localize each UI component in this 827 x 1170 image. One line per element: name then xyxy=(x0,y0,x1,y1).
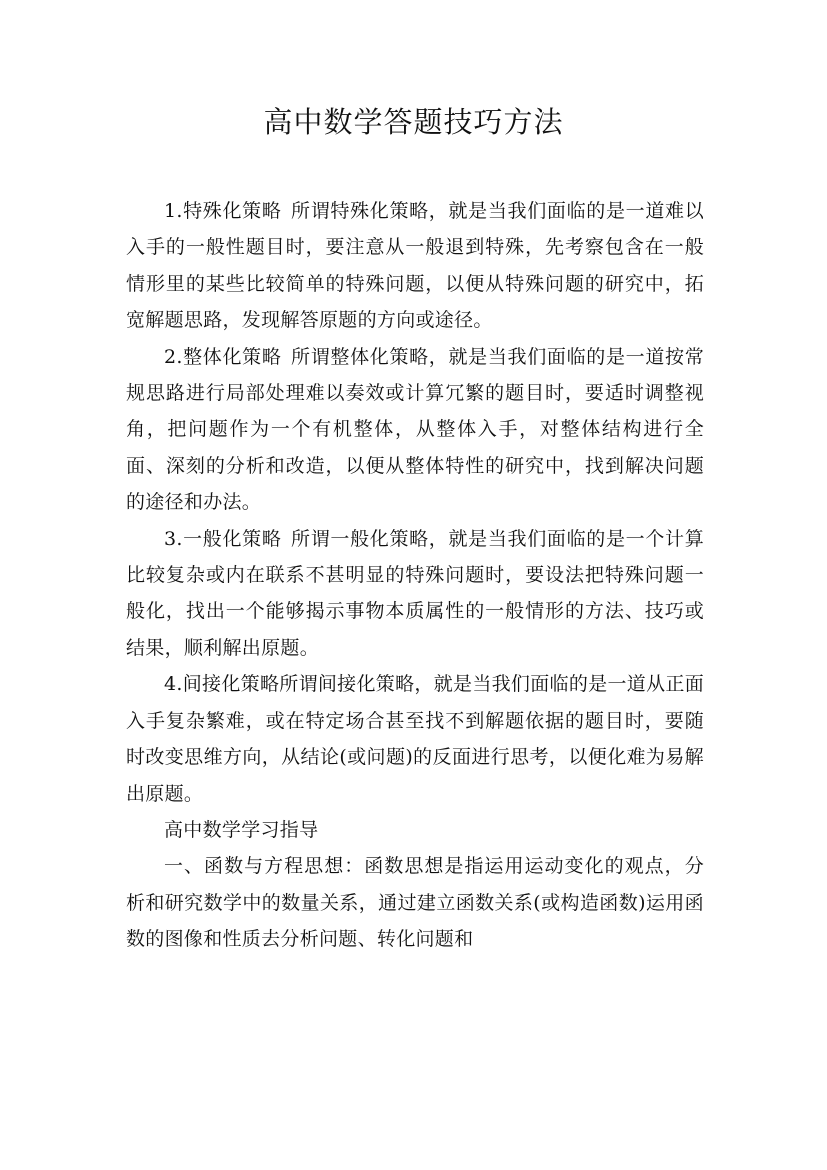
section-subheading: 高中数学学习指导 xyxy=(164,818,319,841)
document-body xyxy=(126,193,704,958)
strategy-label: 1.特殊化策略 xyxy=(164,200,282,222)
paragraph-indirect-strategy xyxy=(126,666,704,812)
strategy-text: 所谓整体化策略，就是当我们面临的是一道按常规思路进行局部处理难以奏效或计算冗繁的题目时，要适时调整视角，把问题作为一个有机整体，从整体入手，对整体结构进行全面、深刻的分析和改造，以便从整体特性的研究中，找到解决问题的途径和办法。 xyxy=(126,345,704,514)
paragraph-holistic-strategy xyxy=(126,339,704,521)
paragraph-general-strategy xyxy=(126,521,704,667)
strategy-label: 2.整体化策略 xyxy=(164,345,282,368)
document-title: 高中数学答题技巧方法 xyxy=(263,105,564,139)
strategy-text: 所谓特殊化策略，就是当我们面临的是一道难以入手的一般性题目时，要注意从一般退到特殊，先考察包含在一般情形里的某些比较简单的特殊问题，以便从特殊问题的研究中，拓宽解题思路，发现解答原题的方向或途径。 xyxy=(126,200,704,332)
strategy-label: 4.间接化策略 xyxy=(164,673,280,696)
paragraph-function-equation: 一、函数与方程思想：函数思想是指运用运动变化的观点，分析和研究数学中的数量关系，通过建立函数关系(或构造函数)运用函数的图像和性质去分析问题、转化问题和 xyxy=(126,855,704,951)
strategy-text: 所谓一般化策略，就是当我们面临的是一个计算比较复杂或内在联系不甚明显的特殊问题时，要设法把特殊问题一般化，找出一个能够揭示事物本质属性的一般情形的方法、技巧或结果，顺利解出原题。 xyxy=(126,527,704,659)
strategy-label: 3.一般化策略 xyxy=(164,527,282,550)
strategy-text: 所谓间接化策略，就是当我们面临的是一道从正面入手复杂繁难，或在特定场合甚至找不到解题依据的题目时，要随时改变思维方向，从结论(或问题)的反面进行思考，以便化难为易解出原题。 xyxy=(126,673,704,805)
paragraph-special-strategy xyxy=(126,193,704,339)
